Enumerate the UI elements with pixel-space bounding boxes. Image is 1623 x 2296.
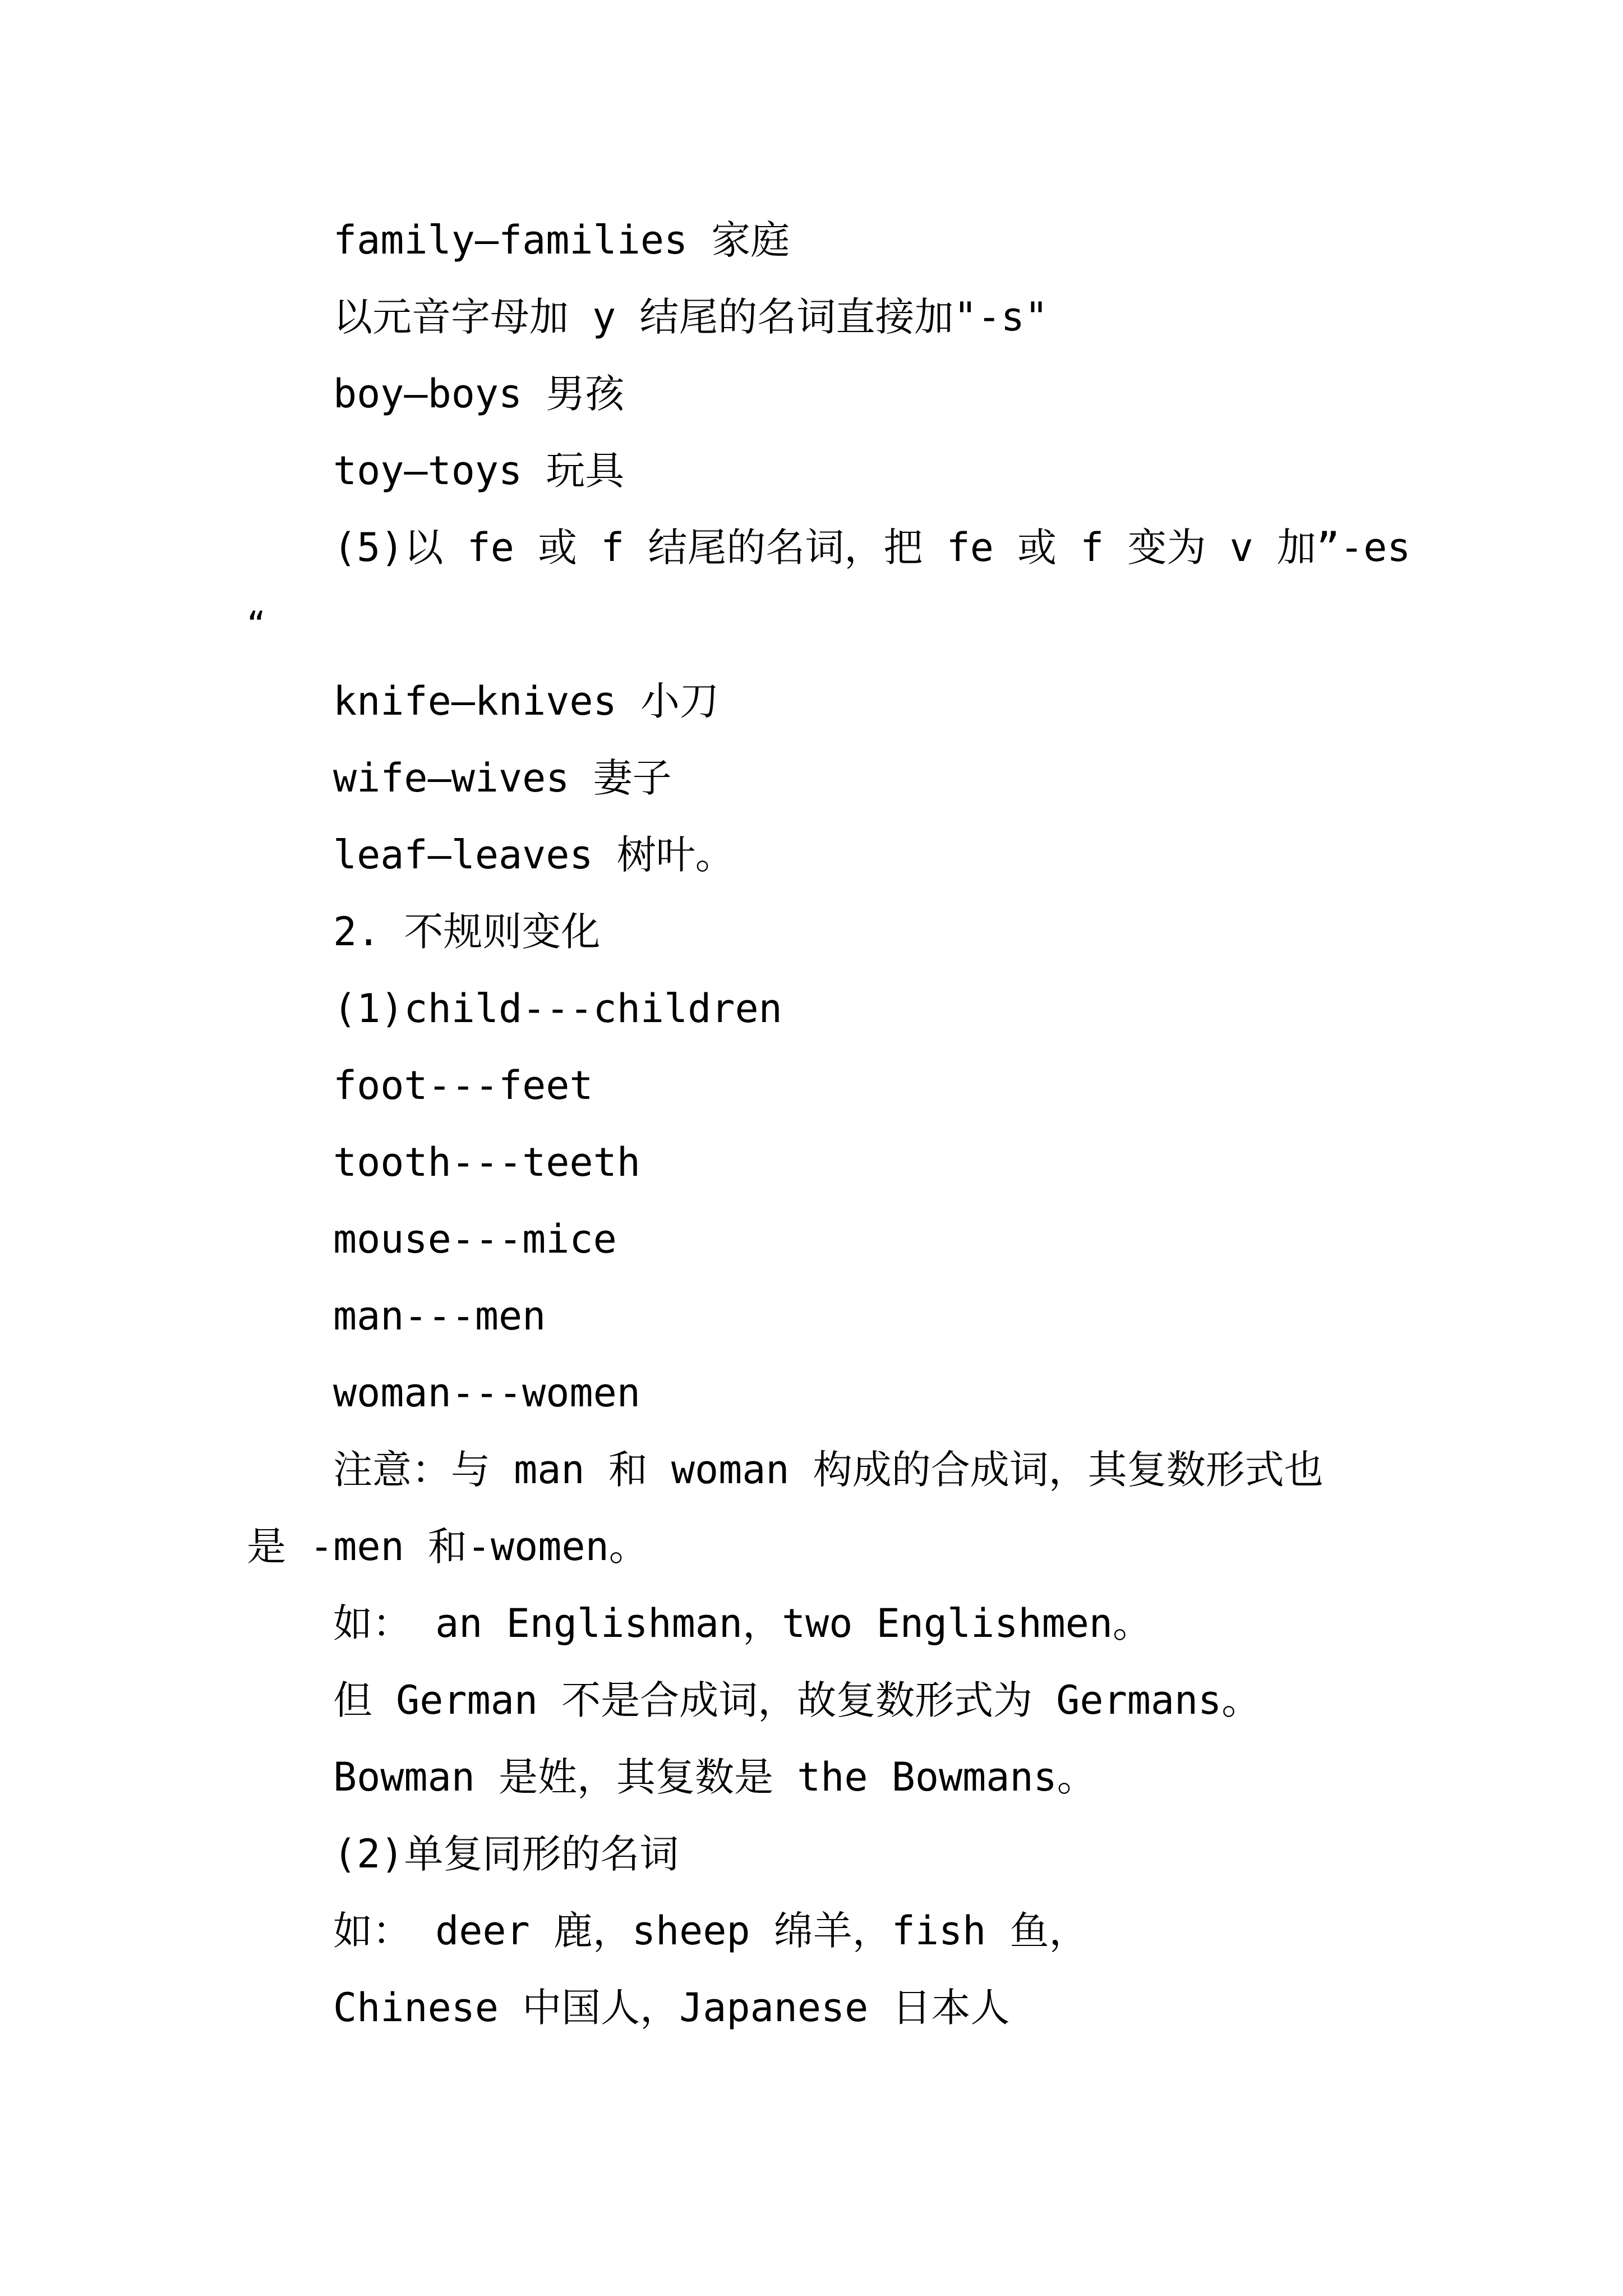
note-line-continued: 是 -men 和-women。: [247, 1524, 648, 1570]
text-line: 但 German 不是合成词，故复数形式为 Germans。: [333, 1677, 1261, 1723]
subsection-heading: (2)单复同形的名词: [333, 1831, 679, 1877]
text-line: Chinese 中国人，Japanese 日本人: [333, 1985, 1010, 2031]
text-line: (1)child---children: [333, 986, 782, 1032]
text-line: family—families 家庭: [333, 217, 790, 263]
text-line: toy—toys 玩具: [333, 448, 625, 494]
section-heading: 2. 不规则变化: [333, 909, 601, 955]
text-line: (5)以 fe 或 f 结尾的名词，把 fe 或 f 变为 v 加”-es: [333, 524, 1411, 570]
text-line: woman---women: [333, 1370, 640, 1416]
example-line: 如： an Englishman，two Englishmen。: [333, 1600, 1152, 1646]
text-line: wife—wives 妻子: [333, 755, 672, 801]
text-line: man---men: [333, 1293, 546, 1339]
example-line: 如： deer 鹿，sheep 绵羊，fish 鱼，: [333, 1908, 1089, 1954]
text-line: mouse---mice: [333, 1216, 617, 1262]
text-line: foot---feet: [333, 1062, 593, 1108]
text-line: tooth---teeth: [333, 1139, 640, 1185]
text-line: “: [247, 606, 266, 642]
text-line: boy—boys 男孩: [333, 371, 625, 417]
text-line: Bowman 是姓，其复数是 the Bowmans。: [333, 1754, 1096, 1800]
text-line: knife—knives 小刀: [333, 678, 719, 724]
text-line: 以元音字母加 y 结尾的名词直接加"-s": [333, 294, 1049, 340]
note-line: 注意：与 man 和 woman 构成的合成词，其复数形式也: [333, 1447, 1324, 1493]
text-line: leaf—leaves 树叶。: [333, 832, 735, 878]
